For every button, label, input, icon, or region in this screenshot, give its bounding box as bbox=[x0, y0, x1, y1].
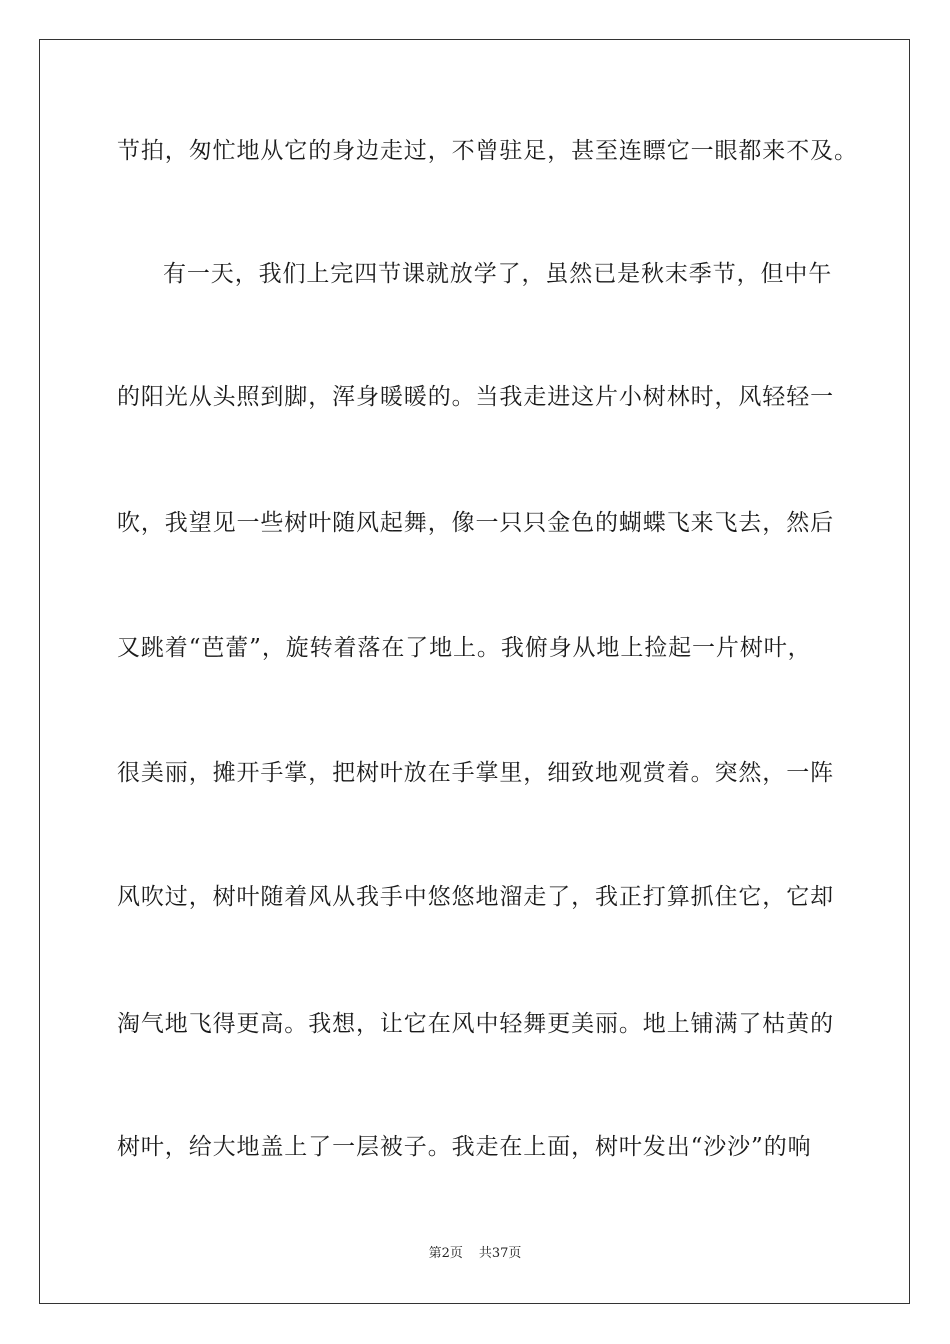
text-line: 又跳着“芭蕾”，旋转着落在了地上。我俯身从地上捡起一片树叶， bbox=[117, 635, 812, 661]
text-line: 吹，我望见一些树叶随风起舞，像一只只金色的蝴蝶飞来飞去，然后 bbox=[117, 510, 834, 536]
page-footer bbox=[0, 1245, 950, 1263]
text-line: 的阳光从头照到脚，浑身暖暖的。当我走进这片小树林时，风轻轻一 bbox=[117, 384, 834, 410]
text-line: 风吹过，树叶随着风从我手中悠悠地溜走了，我正打算抓住它，它却 bbox=[117, 884, 834, 910]
text-line: 淘气地飞得更高。我想，让它在风中轻舞更美丽。地上铺满了枯黄的 bbox=[117, 1011, 834, 1037]
text-line: 节拍，匆忙地从它的身边走过，不曾驻足，甚至连瞟它一眼都来不及。 bbox=[117, 138, 858, 164]
total-pages: 共37页 bbox=[478, 1246, 522, 1261]
text-line: 树叶，给大地盖上了一层被子。我走在上面，树叶发出“沙沙”的响 bbox=[117, 1134, 812, 1160]
page-border bbox=[39, 39, 910, 1304]
page-number: 第2页 bbox=[428, 1246, 463, 1261]
paragraph-start-line: 有一天，我们上完四节课就放学了，虽然已是秋末季节，但中午 bbox=[163, 261, 833, 287]
text-line: 很美丽，摊开手掌，把树叶放在手掌里，细致地观赏着。突然，一阵 bbox=[117, 760, 834, 786]
